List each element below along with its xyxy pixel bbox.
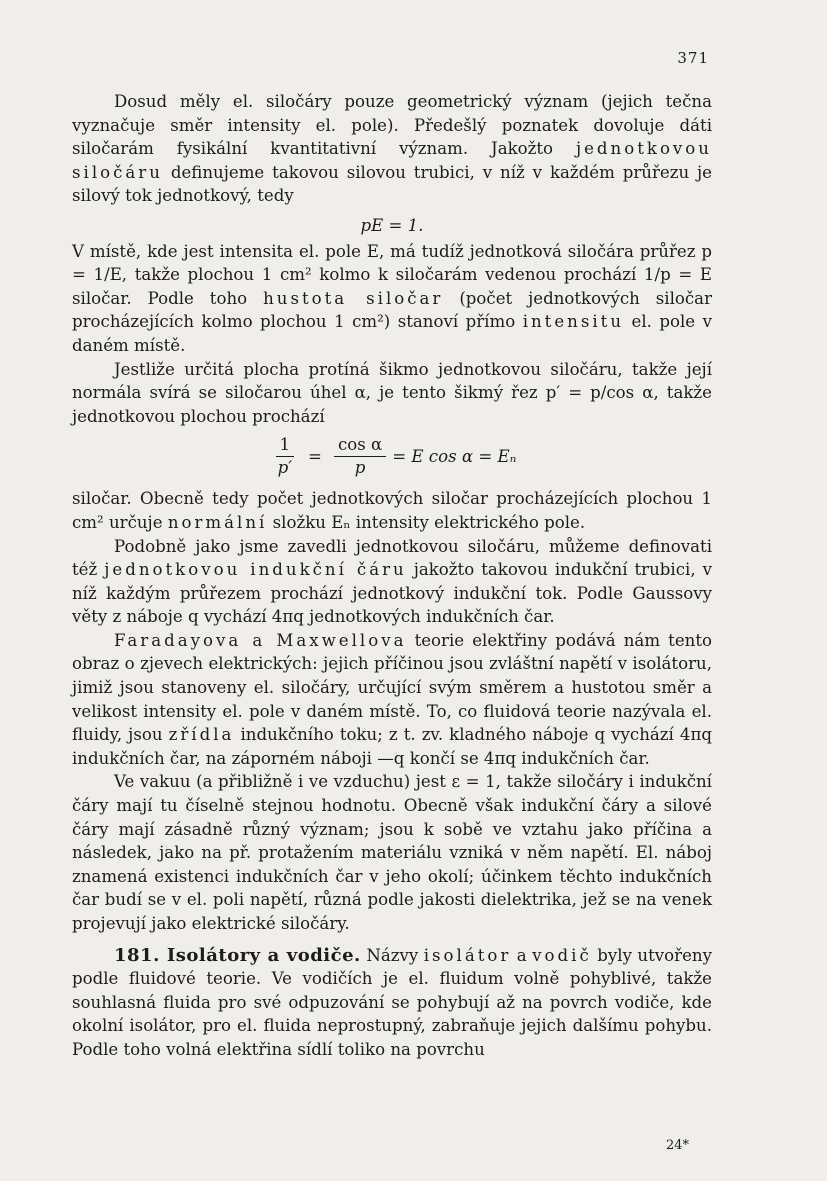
signature-mark: 24*: [666, 1138, 690, 1153]
paragraph-1-tail: definujeme takovou silovou trubici, v níž v každém průřezu je silový tok jednotkový, tedy: [72, 162, 712, 206]
paragraph-2: [72, 240, 712, 358]
paragraph-6-text: teorie elektřiny podává nám tento obraz o zjevech elektrických: jejich příčinou jsou zvláštní napětí v isolátoru, jimiž jsou stanoveny el. siločáry, určující svým směrem a hustotou směr a velikost intensity el. pole v daném místě. To, co fluidová teorie nazývala el. fluidy, jsou: [72, 630, 712, 745]
equation-fraction: [72, 434, 712, 479]
paragraph-8-and: a: [516, 945, 527, 965]
paragraph-6-tail: indukčního toku; z t. zv. kladného náboje q vychází 4πq indukčních čar, na záporném náboji —q končí se 4πq indukčních čar.: [72, 725, 712, 768]
equation-rest: = E cos α = Eₙ: [392, 447, 517, 467]
equals-sign: =: [308, 447, 322, 467]
fraction-2-numerator: cos α: [334, 434, 386, 457]
fraction-2-denominator: p: [354, 458, 366, 478]
paragraph-4-text: siločar. Obecně tedy počet jednotkových siločar procházejících plochou 1 cm² určuje: [72, 489, 712, 532]
fraction-1-over-p-prime: [274, 434, 296, 479]
paragraph-2-middle: (počet jednotkových siločar procházejících kolmo plochou 1 cm²) stanoví přímo: [72, 288, 712, 332]
page-number: 371: [677, 49, 709, 67]
paragraph-5-tail: jakožto takovou indukční trubici, v níž každým průřezem prochází jednotkový indukční tok. Podle Gaussovy věty z náboje q vychází 4πq jednotkových indukčních čar.: [72, 560, 712, 627]
section-title: 181. Isolátory a vodiče.: [114, 944, 361, 966]
emphasis-jednotkova-indukcni-cara: jednotkovou indukční čáru: [104, 560, 407, 580]
paragraph-6: [72, 629, 712, 771]
emphasis-intensitu: intensitu: [522, 312, 625, 332]
emphasis-zridla: zřídla: [168, 725, 235, 745]
fraction-1-numerator: 1: [276, 434, 295, 457]
paragraph-3: Jestliže určitá plocha protíná šikmo jednotkovou siločáru, takže její normála svírá se siločarou úhel α, je tento šikmý řez p′ = p/cos α, takže jednotkovou plochou prochází: [72, 359, 712, 426]
body-text: [72, 90, 712, 1062]
paragraph-2-tail: el. pole v daném místě.: [72, 312, 712, 355]
paragraph-8: [72, 944, 712, 1062]
paragraph-7: Ve vakuu (a přibližně i ve vzduchu) jest ε = 1, takže siločáry i indukční čáry mají tu číselně stejnou hodnotu. Obecně však indukční čáry a silové čáry mají zásadně různý význam; jsou k sobě ve vztahu jako příčina a následek, jako na př. protažením materiálu vzniká v něm napětí. El. náboj znamená existenci indukčních čar v jeho okolí; účinkem těchto indukčních čar budí se v el. poli napětí, různá podle jakosti dielektrika, jež se na venek projevují jako elektrické siločáry.: [72, 772, 712, 933]
paragraph-4-tail: složku Eₙ intensity elektrického pole.: [272, 512, 586, 532]
fraction-cos-over-p: [334, 434, 386, 479]
paragraph-1-text: Dosud měly el. siločáry pouze geometrický význam (jejich tečna vyznačuje směr intensity el. pole). Předešlý poznatek dovoluje dáti siločarám fysikální kvantitativní význam. Jakožto: [72, 92, 712, 159]
emphasis-faraday-maxwell: Faradayova a Maxwellova: [114, 630, 407, 650]
paragraph-4: [72, 487, 712, 534]
fraction-1-denominator: p′: [277, 458, 293, 478]
paragraph-1: [72, 90, 712, 208]
emphasis-jednotkova-silocara: jednotkovou siločáru: [72, 139, 712, 182]
emphasis-isolator: isolátor: [423, 945, 512, 965]
emphasis-normalni: normální: [167, 512, 268, 532]
paragraph-8-tail: byly utvořeny podle fluidové teorie. Ve vodičích je el. fluidum volně pohyblivé, takže souhlasná fluida pro své odpuzování se pohybují až na povrch vodiče, kde okolní isolátor, pro el. fluida neprostupný, zabraňuje jejich dalšímu pohybu. Podle toho volná elektřina sídlí toliko na povrchu: [72, 945, 712, 1059]
paragraph-5-text: Podobně jako jsme zavedli jednotkovou siločáru, můžeme definovati též: [72, 536, 712, 580]
emphasis-hustota-silocar: hustota siločar: [263, 288, 444, 308]
paragraph-5: [72, 535, 712, 629]
emphasis-vodic: vodič: [532, 945, 592, 965]
paragraph-2-text: V místě, kde jest intensita el. pole E, má tudíž jednotková siločára průřez p = 1/E, takže plochou 1 cm² kolmo k siločarám vedenou prochází 1/p = E siločar. Podle toho: [72, 241, 712, 308]
paragraph-8-text: Názvy: [366, 945, 419, 965]
equation-pe-1: pE = 1.: [360, 215, 424, 235]
